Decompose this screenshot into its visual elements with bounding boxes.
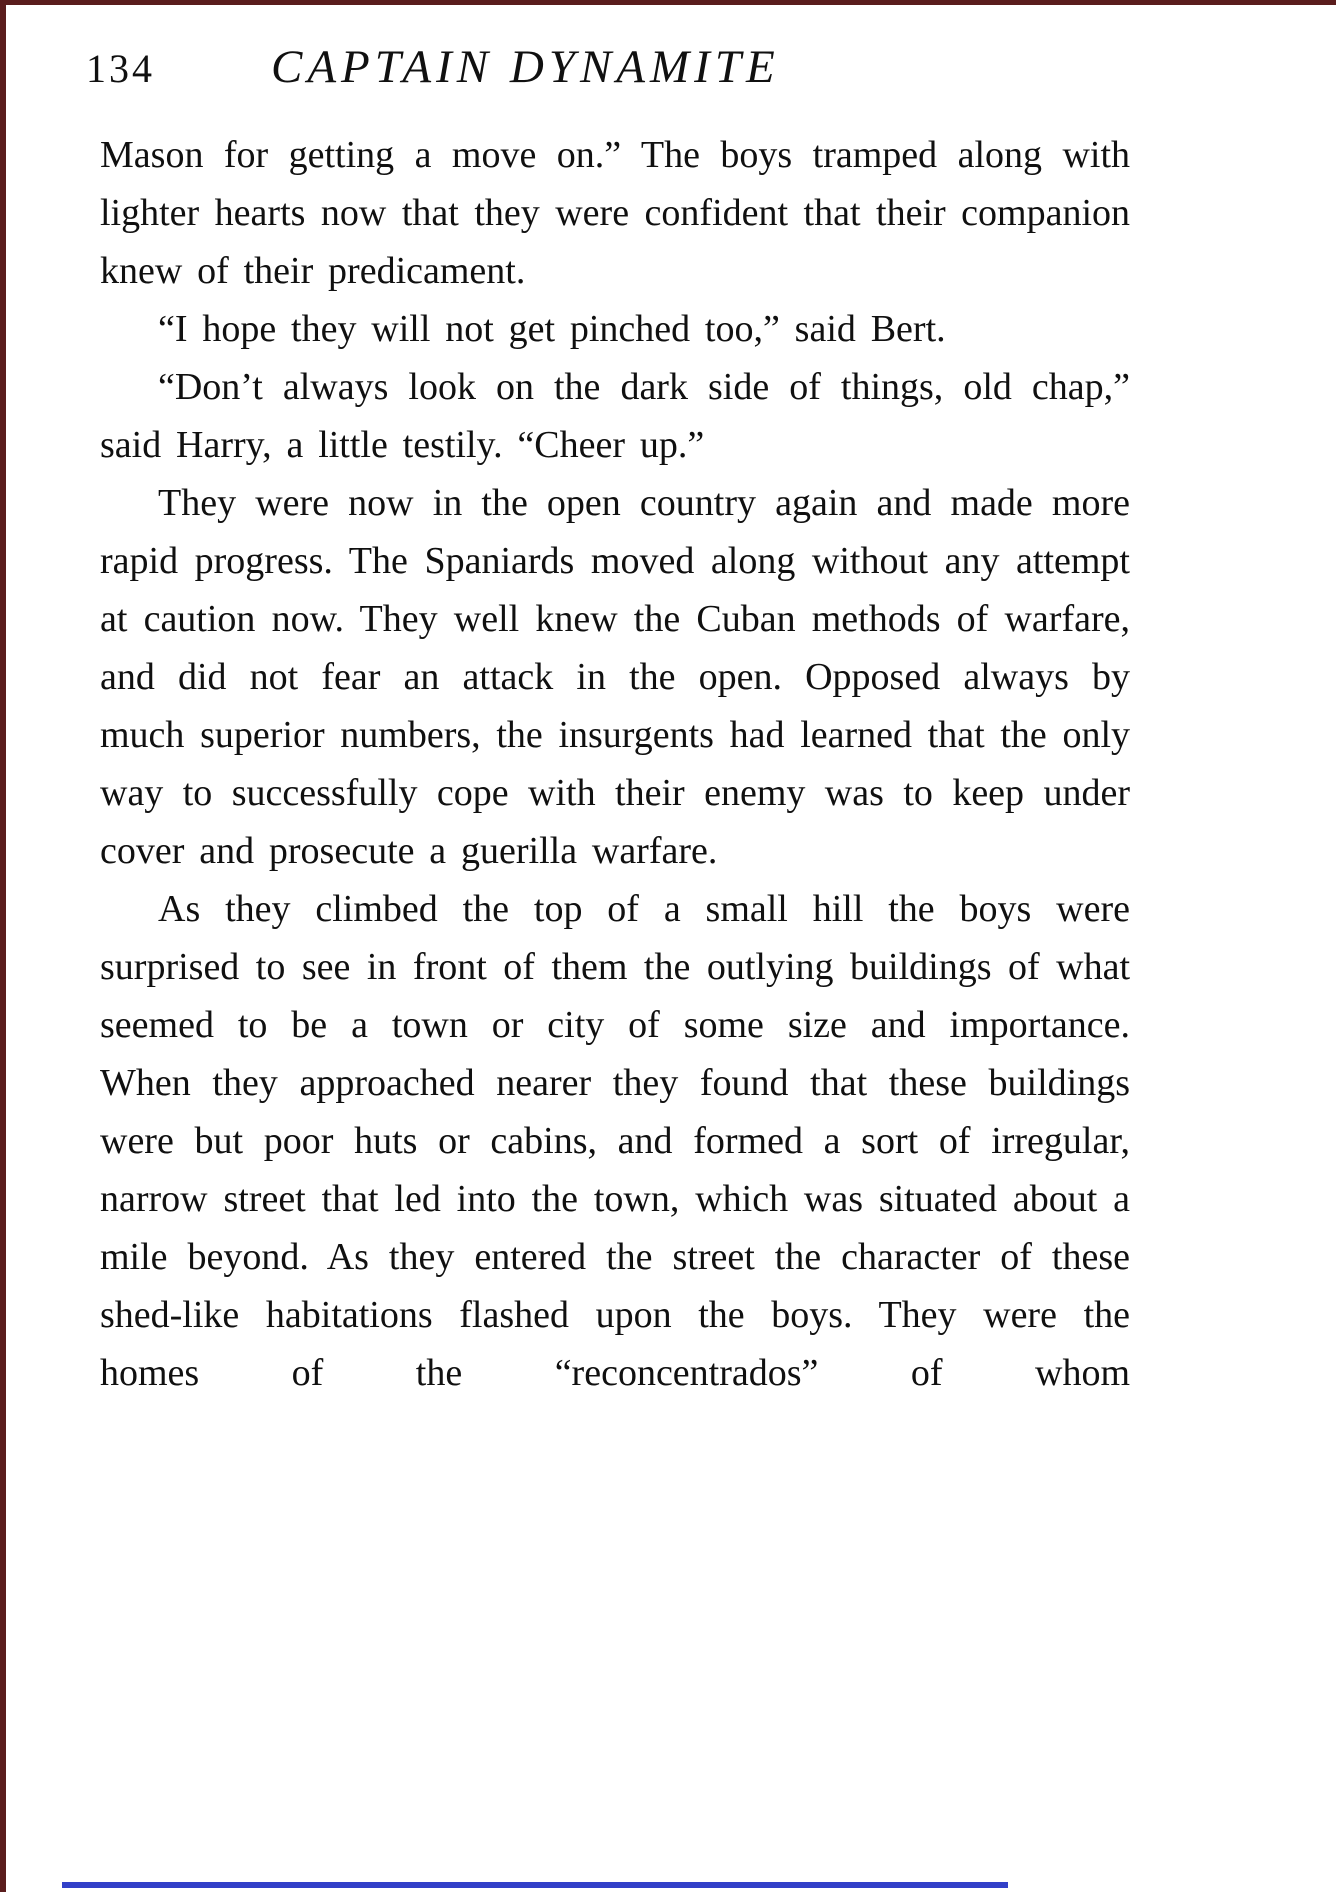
running-title: CAPTAIN DYNAMITE [271,41,780,93]
scan-edge-bottom-line [62,1882,1008,1888]
body-paragraph: Mason for getting a move on.” The boys tramped along with lighter hearts now that they were confident that their companion knew of their predicament. [100,134,1130,292]
page-number: 134 [86,46,155,91]
body-paragraph: “I hope they will not get pinched too,” said Bert. [158,308,946,350]
page-body-text [100,126,1130,1402]
body-paragraph: As they climbed the top of a small hill the boys were surprised to see in front of them the outlying buildings of what seemed to be a town or city of some size and importance. When they approached nearer they found that these buildings were but poor huts or cabins, and formed a sort of irregular, narrow street that led into the town, which was situated about a mile beyond. As they entered the street the character of these shed-like habitations flashed upon the boys. They were the homes of the “reconcentrados” of whom [100,888,1130,1394]
scan-edge-left-line [0,0,6,1892]
body-paragraph: “Don’t always look on the dark side of things, old chap,” said Harry, a little testily. “Cheer up.” [100,366,1130,466]
page-header [86,40,1130,94]
body-paragraph: They were now in the open country again and made more rapid progress. The Spaniards moved along without any attempt at caution now. They well knew the Cuban methods of warfare, and did not fear an attack in the open. Opposed always by much superior numbers, the insurgents had learned that the only way to successfully cope with their enemy was to keep under cover and prosecute a guerilla warfare. [100,482,1130,872]
scan-edge-top-line [0,0,1336,5]
